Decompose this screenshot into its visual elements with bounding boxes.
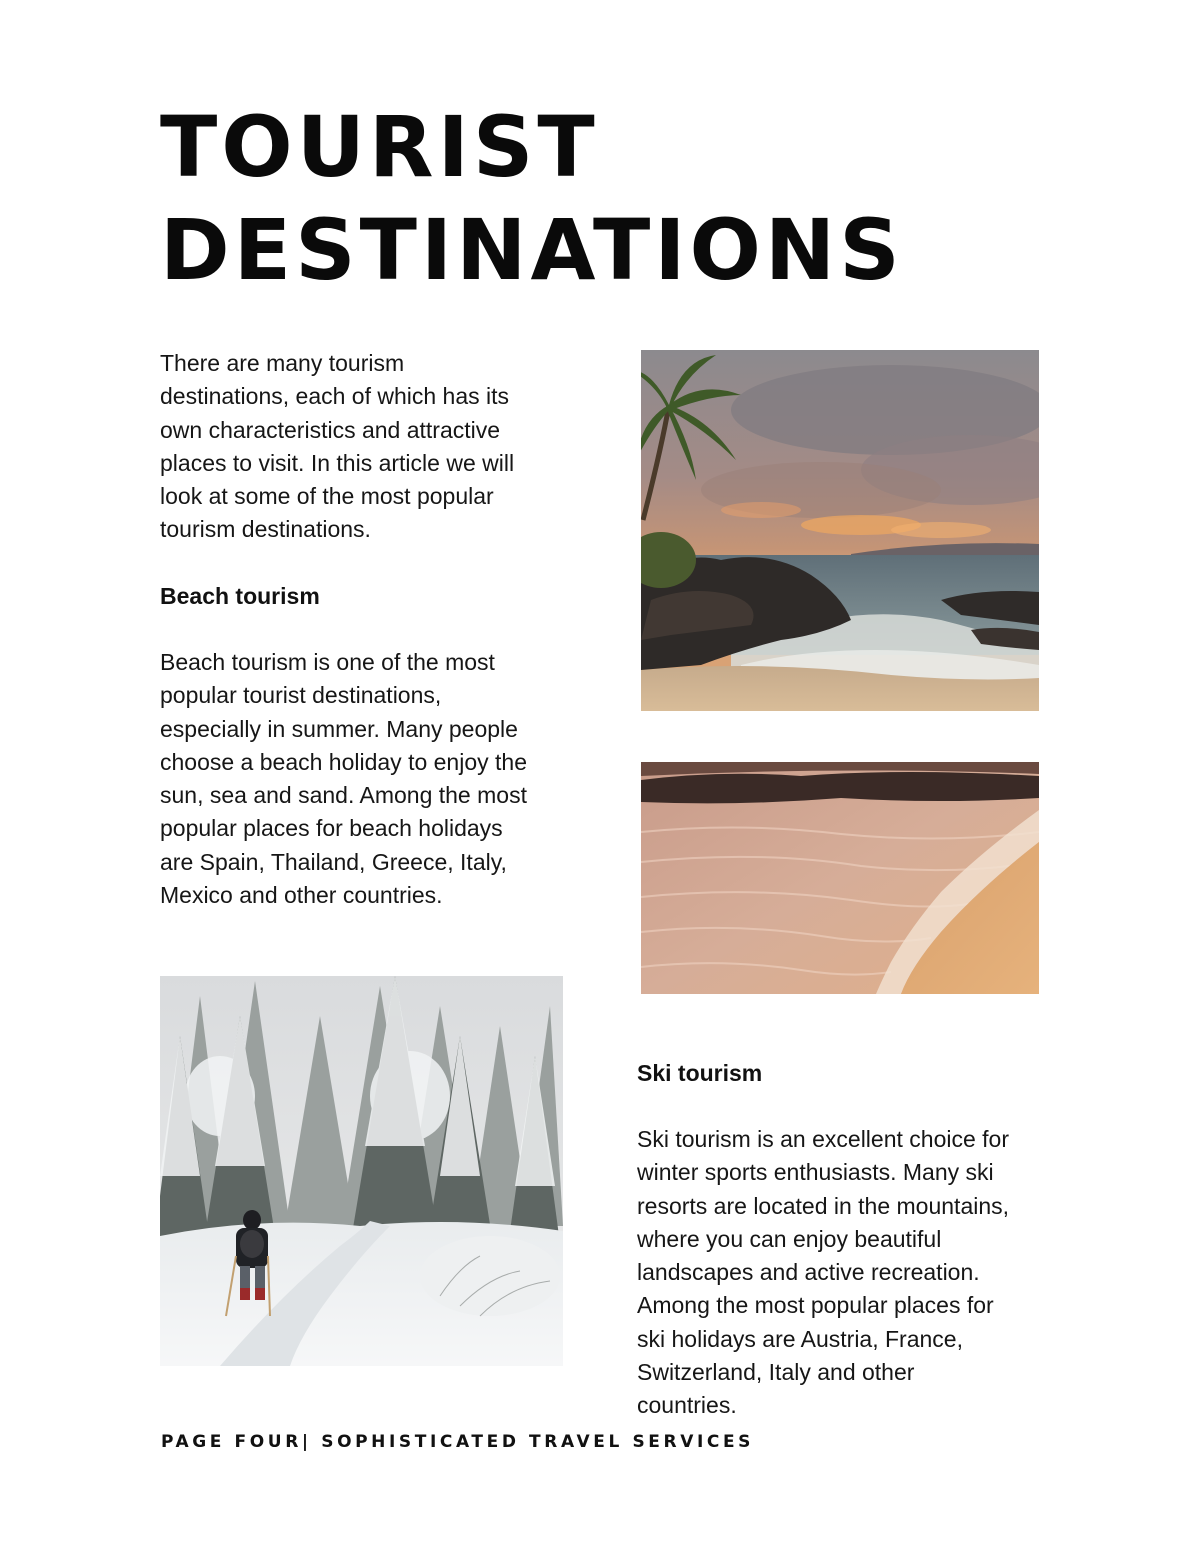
ski-line: Switzerland, Italy and other	[637, 1359, 915, 1386]
beach-line: popular places for beach holidays	[160, 815, 503, 842]
ski-tourism-heading: Ski tourism	[637, 1060, 763, 1086]
beach-line: sun, sea and sand. Among the most	[160, 782, 527, 809]
beach-line: choose a beach holiday to enjoy the	[160, 748, 527, 775]
intro-line: tourism destinations.	[160, 516, 371, 543]
intro-paragraph	[160, 347, 580, 547]
beach-tourism-heading: Beach tourism	[160, 583, 320, 609]
page-title-line-1: TOURIST	[160, 98, 599, 196]
ski-line: where you can enjoy beautiful	[637, 1225, 942, 1252]
page-title-line-2: DESTINATIONS	[160, 201, 904, 299]
ski-line: ski holidays are Austria, France,	[637, 1325, 963, 1352]
page-title	[160, 96, 904, 302]
intro-line: own characteristics and attractive	[160, 416, 501, 443]
ski-line: countries.	[637, 1392, 737, 1419]
ski-line: Ski tourism is an excellent choice for	[637, 1126, 1009, 1152]
intro-line: places to visit. In this article we will	[160, 449, 515, 476]
ski-line: winter sports enthusiasts. Many ski	[637, 1159, 994, 1186]
beach-line: are Spain, Thailand, Greece, Italy,	[160, 848, 507, 875]
ski-line: resorts are located in the mountains,	[637, 1192, 1010, 1219]
shoreline-sunset-photo	[641, 762, 1039, 994]
beach-line: especially in summer. Many people	[160, 715, 518, 742]
ski-line: landscapes and active recreation.	[637, 1259, 980, 1286]
beach-paragraph	[160, 646, 580, 912]
snowy-forest-hiker-photo	[160, 976, 563, 1366]
beach-line: popular tourist destinations,	[160, 682, 442, 709]
intro-line: look at some of the most popular	[160, 483, 494, 510]
palm-beach-sunset-photo	[641, 350, 1039, 711]
intro-line: There are many tourism	[160, 350, 405, 376]
ski-line: Among the most popular places for	[637, 1292, 994, 1319]
beach-line: Beach tourism is one of the most	[160, 649, 495, 675]
page-footer: PAGE FOUR| SOPHISTICATED TRAVEL SERVICES	[161, 1432, 755, 1452]
beach-line: Mexico and other countries.	[160, 882, 443, 909]
intro-line: destinations, each of which has its	[160, 383, 510, 410]
ski-paragraph	[637, 1123, 1057, 1423]
